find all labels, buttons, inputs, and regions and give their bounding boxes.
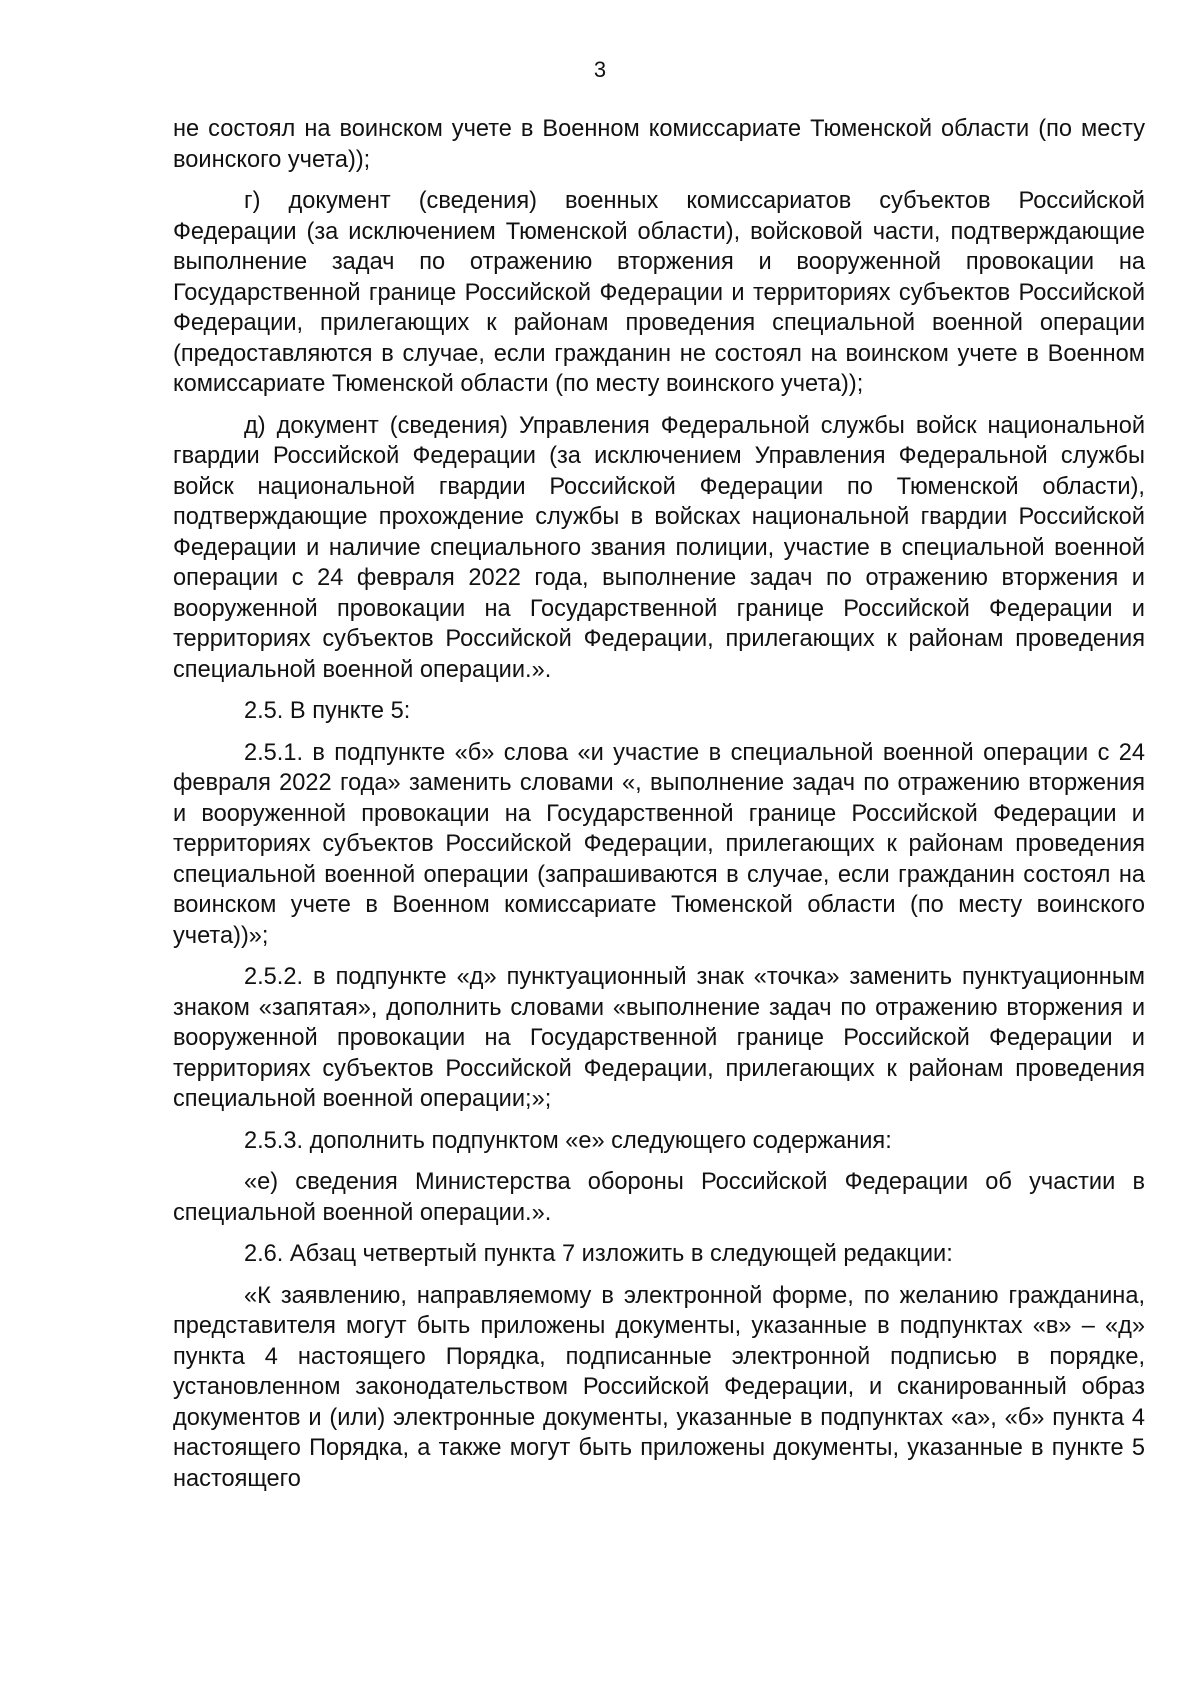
paragraph-item-d: д) документ (сведения) Управления Федеральной службы войск национальной гвардии Российской Федерации (за исключением Управления Федеральной службы войск национальной гвардии Российской Федерации по Тюменской области), подтверждающие прохождение службы в войсках национальной гвардии Российской Федерации и наличие специального звания полиции, участие в специальной военной операции с 24 февраля 2022 года, выполнение задач по отражению вторжения и вооруженной провокации на Государственной границе Российской Федерации и территориях субъектов Российской Федерации, прилегающих к районам проведения специальной военной операции.».: [173, 412, 1145, 683]
document-body: [173, 114, 1145, 1505]
paragraph-section-2-5-3: 2.5.3. дополнить подпунктом «е» следующего содержания:: [244, 1127, 892, 1154]
paragraph-section-2-6: 2.6. Абзац четвертый пункта 7 изложить в следующей редакции:: [244, 1241, 953, 1267]
paragraph-section-2-5: 2.5. В пункте 5:: [244, 698, 411, 724]
paragraph-item-g: г) документ (сведения) военных комиссариатов субъектов Российской Федерации (за исключением Тюменской области), войсковой части, подтверждающие выполнение задач по отражению вторжения и вооруженной провокации на Государственной границе Российской Федерации и территориях субъектов Российской Федерации, прилегающих к районам проведения специальной военной операции (предоставляются в случае, если гражданин не состоял на воинском учете в Военном комиссариате Тюменской области (по месту воинского учета));: [173, 188, 1145, 397]
paragraph-item-e: «е) сведения Министерства обороны Российской Федерации об участии в специальной военной операции.».: [173, 1169, 1145, 1226]
page-number: 3: [593, 57, 607, 82]
paragraph-continuation: не состоял на воинском учете в Военном комиссариате Тюменской области (по месту воинского учета));: [173, 116, 1145, 173]
paragraph-section-2-5-1: 2.5.1. в подпункте «б» слова «и участие в специальной военной операции с 24 февраля 2022 года» заменить словами «, выполнение задач по отражению вторжения и вооруженной провокации на Государственной границе Российской Федерации и территориях субъектов Российской Федерации, прилегающих к районам проведения специальной военной операции (запрашиваются в случае, если гражданин состоял на воинском учете в Военном комиссариате Тюменской области (по месту воинского учета))»;: [173, 739, 1145, 949]
paragraph-section-2-5-2: 2.5.2. в подпункте «д» пунктуационный знак «точка» заменить пунктуационным знаком «запятая», дополнить словами «выполнение задач по отражению вторжения и вооруженной провокации на Государственной границе Российской Федерации и территориях субъектов Российской Федерации, прилегающих к районам проведения специальной военной операции;»;: [173, 964, 1145, 1112]
paragraph-quoted-text: «К заявлению, направляемому в электронной форме, по желанию гражданина, представителя могут быть приложены документы, указанные в подпунктах «в» – «д» пункта 4 настоящего Порядка, подписанные электронной подписью в порядке, установленном законодательством Российской Федерации, и сканированный образ документов и (или) электронные документы, указанные в подпунктах «а», «б» пункта 4 настоящего Порядка, а также могут быть приложены документы, указанные в пункте 5 настоящего: [173, 1282, 1145, 1492]
